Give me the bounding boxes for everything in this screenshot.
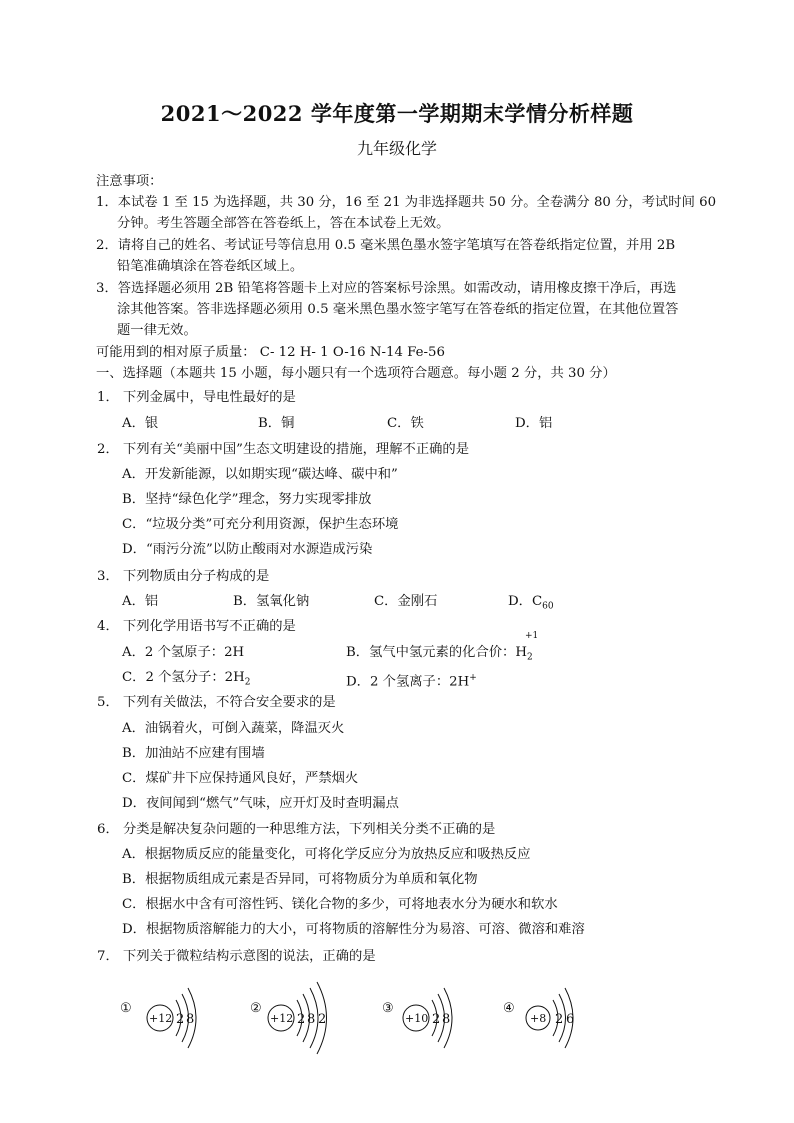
option-c: C．煤矿井下应保持通风良好，严禁烟火 [122, 771, 359, 786]
atom-diagram-1 [120, 988, 196, 1048]
notice-line: 题一律无效。 [117, 323, 197, 338]
notice-line: 涂其他答案。答非选择题必须用 0.5 毫米黑色墨水签字笔写在答卷纸的指定位置，在其他位置答 [117, 302, 679, 317]
option-c: C．“垃圾分类”可充分利用资源，保护生态环境 [122, 517, 399, 532]
option-d: D．2 个氢离子：2H+ [346, 673, 477, 690]
notice-line: 2．请将自己的姓名、考试证号等信息用 0.5 毫米黑色墨水签字笔填写在答卷纸指定位置，并用 2B [96, 238, 676, 253]
option-a: A．铝 [122, 594, 159, 609]
notice-line: 铅笔准确填涂在答卷纸区域上。 [117, 259, 304, 274]
option-a: A．根据物质反应的能量变化，可将化学反应分为放热反应和吸热反应 [122, 847, 531, 862]
question-stem: 3． 下列物质由分子构成的是 [97, 569, 270, 584]
question-stem: 1． 下列金属中，导电性最好的是 [97, 390, 296, 405]
nucleus-charge: +12 [270, 1012, 294, 1025]
atomic-mass-line: 可能用到的相对原子质量： C- 12 H- 1 O-16 N-14 Fe-56 [96, 345, 445, 360]
option-b: B．根据物质组成元素是否异同，可将物质分为单质和氧化物 [122, 872, 478, 887]
option-d: D．$C_{60}$ [508, 594, 554, 612]
option-c: C．金刚石 [374, 594, 438, 609]
notice-line: 分钟。考生答题全部答在答卷纸上，答在本试卷上无效。 [117, 216, 450, 231]
shell-electrons: 2 [176, 1012, 185, 1027]
diagram-label: ④ [503, 1001, 515, 1016]
notice-heading: 注意事项： [96, 174, 163, 189]
shell-electrons: 2 [297, 1012, 306, 1027]
nucleus-charge: +10 [405, 1012, 429, 1025]
question-stem: 6． 分类是解决复杂问题的一种思维方法，下列相关分类不正确的是 [97, 822, 496, 837]
question-stem: 5． 下列有关做法，不符合安全要求的是 [97, 695, 336, 710]
question-stem: 2． 下列有关“美丽中国”生态文明建设的措施，理解不正确的是 [97, 442, 470, 457]
diagram-label: ③ [382, 1001, 394, 1016]
option-c: C．2 个氢分子：$2H_2$ [122, 670, 251, 688]
shell-electrons: 2 [555, 1012, 564, 1027]
shell-electrons: 8 [186, 1012, 195, 1027]
option-a: A．2 个氢原子：2H [122, 645, 245, 660]
atom-diagram-3 [382, 988, 452, 1048]
notice-line: 3．答选择题必须用 2B 铅笔将答题卡上对应的答案标号涂黑。如需改动，请用橡皮擦干净后，再选 [96, 281, 677, 296]
diagram-label: ② [250, 1001, 262, 1016]
shell-electrons: 8 [307, 1012, 316, 1027]
option-b: B．氢氧化钠 [233, 594, 310, 609]
option-c: C．根据水中含有可溶性钙、镁化合物的多少，可将地表水分为硬水和软水 [122, 897, 558, 912]
option-a: A．油锅着火，可倒入蔬菜，降温灭火 [122, 721, 345, 736]
atom-diagram-4 [503, 988, 574, 1048]
option-a: A．开发新能源，以如期实现“碳达峰、碳中和” [122, 467, 398, 482]
option-b: B．加油站不应建有围墙 [122, 746, 265, 761]
option-d: D．“雨污分流”以防止酸雨对水源造成污染 [122, 542, 373, 557]
question-stem: 4． 下列化学用语书写不正确的是 [97, 619, 296, 634]
option-a: A．银 [122, 416, 159, 431]
shell-electrons: 6 [566, 1012, 575, 1027]
shell-electrons: 2 [432, 1012, 441, 1027]
option-d: D．夜间闻到“燃气”气味，应开灯及时查明漏点 [122, 796, 399, 811]
atom-diagrams [0, 960, 794, 1070]
shell-electrons: 8 [442, 1012, 451, 1027]
option-d: D．铝 [515, 416, 553, 431]
option-b: B．氢气中氢元素的化合价：$H_2$ [346, 645, 533, 663]
nucleus-charge: +8 [530, 1012, 547, 1025]
section-heading: 一、选择题（本题共 15 小题，每小题只有一个选项符合题意。每小题 2 分，共 30 分） [96, 366, 616, 381]
atom-diagram-2 [250, 982, 327, 1054]
shell-electrons: 2 [318, 1012, 327, 1027]
option-c: C．铁 [387, 416, 424, 431]
option-b: B．铜 [258, 416, 295, 431]
option-d: D．根据物质溶解能力的大小，可将物质的溶解性分为易溶、可溶、微溶和难溶 [122, 922, 585, 937]
page-title: 2021～2022 学年度第一学期期末学情分析样题 [160, 101, 634, 126]
notice-line: 1．本试卷 1 至 15 为选择题，共 30 分，16 至 21 为非选择题共 50 分。全卷满分 80 分，考试时间 60 [96, 195, 717, 210]
option-b: B．坚持“绿色化学”理念，努力实现零排放 [122, 492, 372, 507]
question-stem: 7． 下列关于微粒结构示意图的说法，正确的是 [97, 949, 376, 964]
nucleus-charge: +12 [149, 1012, 173, 1025]
page-subtitle: 九年级化学 [356, 139, 437, 158]
valence-mark: +1 [525, 631, 539, 641]
diagram-label: ① [120, 1001, 132, 1016]
